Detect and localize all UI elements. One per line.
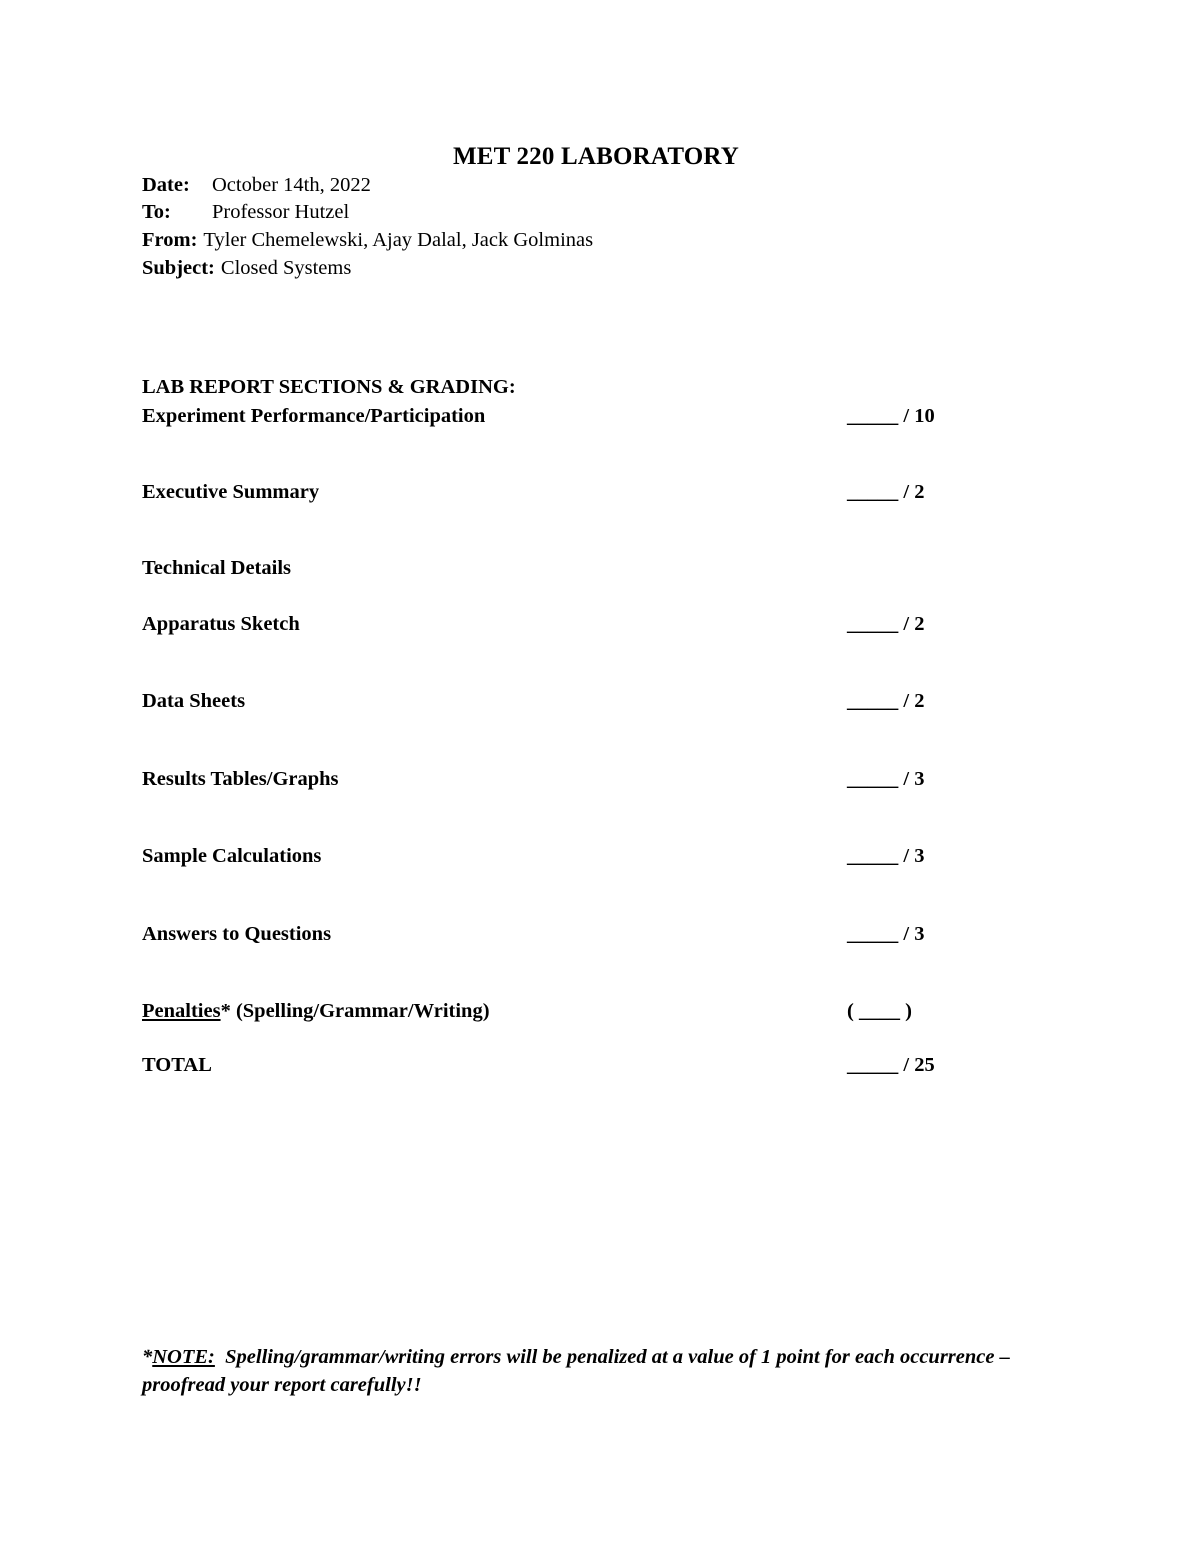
grade-row-total [142,1054,972,1080]
grade-score: _____ / 3 [847,923,925,945]
grade-label: Answers to Questions [142,923,332,945]
grade-label: Sample Calculations [142,845,322,867]
grade-label: Experiment Performance/Participation [142,405,486,427]
grade-row-technical-details [142,557,972,583]
grade-label: Apparatus Sketch [142,613,300,635]
grade-row-data-sheets [142,690,972,716]
grade-label: Results Tables/Graphs [142,768,339,790]
note-label: NOTE: [152,1346,215,1368]
memo-subject-value: Closed Systems [220,257,352,279]
grade-row-experiment [142,405,972,431]
grade-score: ( ____ ) [847,1000,912,1022]
grade-score: _____ / 2 [847,690,925,712]
grade-row-results [142,768,972,794]
grade-label [142,1000,490,1023]
memo-from-line [142,229,593,252]
memo-date-label: Date: [142,174,190,196]
grade-score: _____ / 2 [847,481,925,503]
grade-score: _____ / 2 [847,613,925,635]
grade-row-apparatus-sketch [142,613,972,639]
footnote [142,1343,1042,1399]
grade-row-sample-calculations [142,845,972,871]
grading-heading: LAB REPORT SECTIONS & GRADING: [142,376,516,398]
grade-row-answers [142,923,972,949]
penalties-label: Penalties [142,1000,221,1022]
memo-date-line [142,174,371,197]
grade-label: TOTAL [142,1054,212,1076]
note-text: Spelling/grammar/writing errors will be penalized at a value of 1 point for each occurrence – proofread your report carefully!! [142,1346,1015,1396]
note-prefix: * [142,1346,153,1368]
memo-subject-line [142,257,351,280]
grade-row-penalties [142,1000,972,1026]
penalties-label-rest: * (Spelling/Grammar/Writing) [220,1000,490,1022]
memo-date-value: October 14th, 2022 [212,174,371,196]
memo-from-value: Tyler Chemelewski, Ajay Dalal, Jack Golminas [203,229,594,251]
grade-label: Technical Details [142,557,292,579]
grade-score: _____ / 25 [847,1054,935,1076]
memo-to-line [142,201,349,224]
memo-subject-label: Subject: [142,257,215,279]
memo-from-label: From: [142,229,198,251]
memo-to-value: Professor Hutzel [212,201,350,223]
grade-label: Data Sheets [142,690,246,712]
grade-label: Executive Summary [142,481,320,503]
grade-score: _____ / 3 [847,768,925,790]
page-title: MET 220 LABORATORY [452,143,740,170]
grade-score: _____ / 3 [847,845,925,867]
grade-score: _____ / 10 [847,405,935,427]
memo-to-label: To: [142,201,171,223]
grade-row-executive-summary [142,481,972,507]
